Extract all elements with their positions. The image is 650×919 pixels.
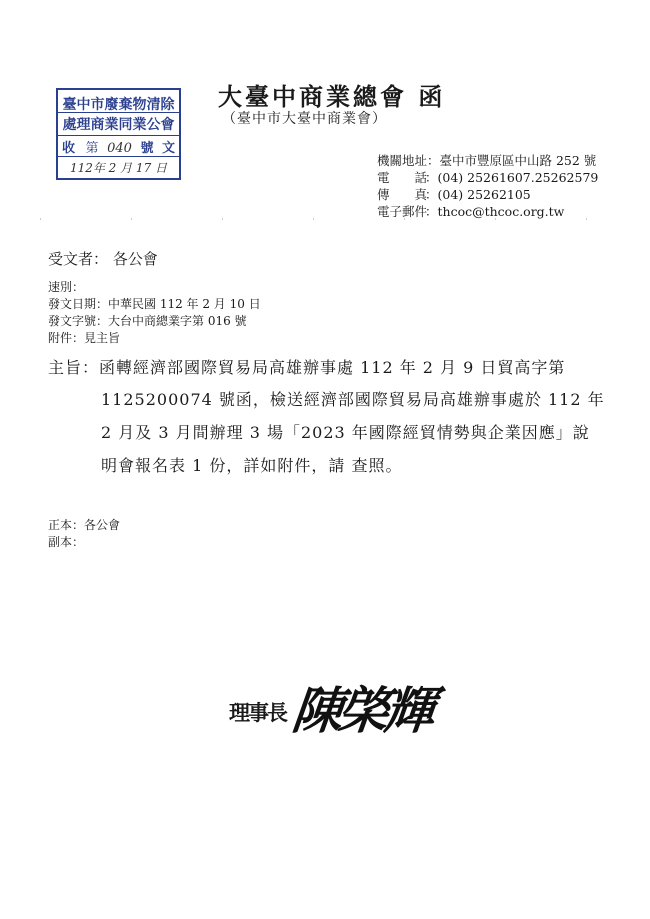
meta-reference: 發文字號：大台中商總業字第 016 號 <box>48 314 247 328</box>
subject-line-2: 1125200074 號函，檢送經濟部國際貿易局高雄辦事處於 112 年 <box>101 390 605 409</box>
contact-phone-value: ：(04) 25261607.25262579 <box>425 170 599 185</box>
copies-primary: 正本：各公會 <box>48 518 121 532</box>
meta-date: 發文日期：中華民國 112 年 2 月 10 日 <box>48 297 261 311</box>
dotted-divider <box>40 218 620 220</box>
receiver: 受文者： 各公會 <box>48 250 158 268</box>
contact-phone <box>377 168 598 186</box>
stamp-receipt-end: 文 <box>161 141 175 156</box>
stamp-receipt-number: 040 <box>107 141 132 156</box>
subject-line-3: 2 月及 3 月間辦理 3 場「2023 年國際經貿情勢與企業因應」說 <box>101 423 590 442</box>
stamp-line-1: 臺中市廢棄物清除 <box>62 97 175 113</box>
stamp-receipt-suffix: 號 <box>140 141 154 156</box>
subject-line-4: 明會報名表 1 份，詳如附件，請 查照。 <box>101 456 403 475</box>
stamp-line-2: 處理商業同業公會 <box>62 117 175 133</box>
document-title: 大臺中商業總會 函 <box>218 82 446 111</box>
contact-email-label: 電子郵件 <box>377 204 428 219</box>
stamp-receipt-prefix: 收 <box>61 141 75 156</box>
contact-phone-label: 電 話 <box>377 170 428 185</box>
receipt-stamp <box>56 88 181 180</box>
contact-fax-label: 傳 真 <box>377 187 428 202</box>
meta-speed: 速別： <box>48 280 85 294</box>
copies-secondary: 副本： <box>48 535 85 549</box>
contact-address: 機關地址：臺中市豐原區中山路 252 號 <box>377 153 597 168</box>
contact-fax-value: ：(04) 25262105 <box>425 187 531 202</box>
signature-title: 理事長 <box>229 700 286 725</box>
document-subtitle: （臺中市大臺中商業會） <box>222 111 387 127</box>
stamp-receipt-line <box>58 137 179 156</box>
meta-attachment: 附件：見主旨 <box>48 331 121 345</box>
stamp-receipt-date: 112年 2 月 17 日 <box>69 161 168 175</box>
contact-email-value: ：thcoc@thcoc.org.tw <box>425 204 565 219</box>
subject-line-1: 主旨：函轉經濟部國際貿易局高雄辦事處 112 年 2 月 9 日貿高字第 <box>48 358 566 377</box>
signature-name: 陳棨輝 <box>289 681 434 740</box>
stamp-receipt-mid: 第 <box>85 141 99 156</box>
contact-fax <box>377 185 531 203</box>
